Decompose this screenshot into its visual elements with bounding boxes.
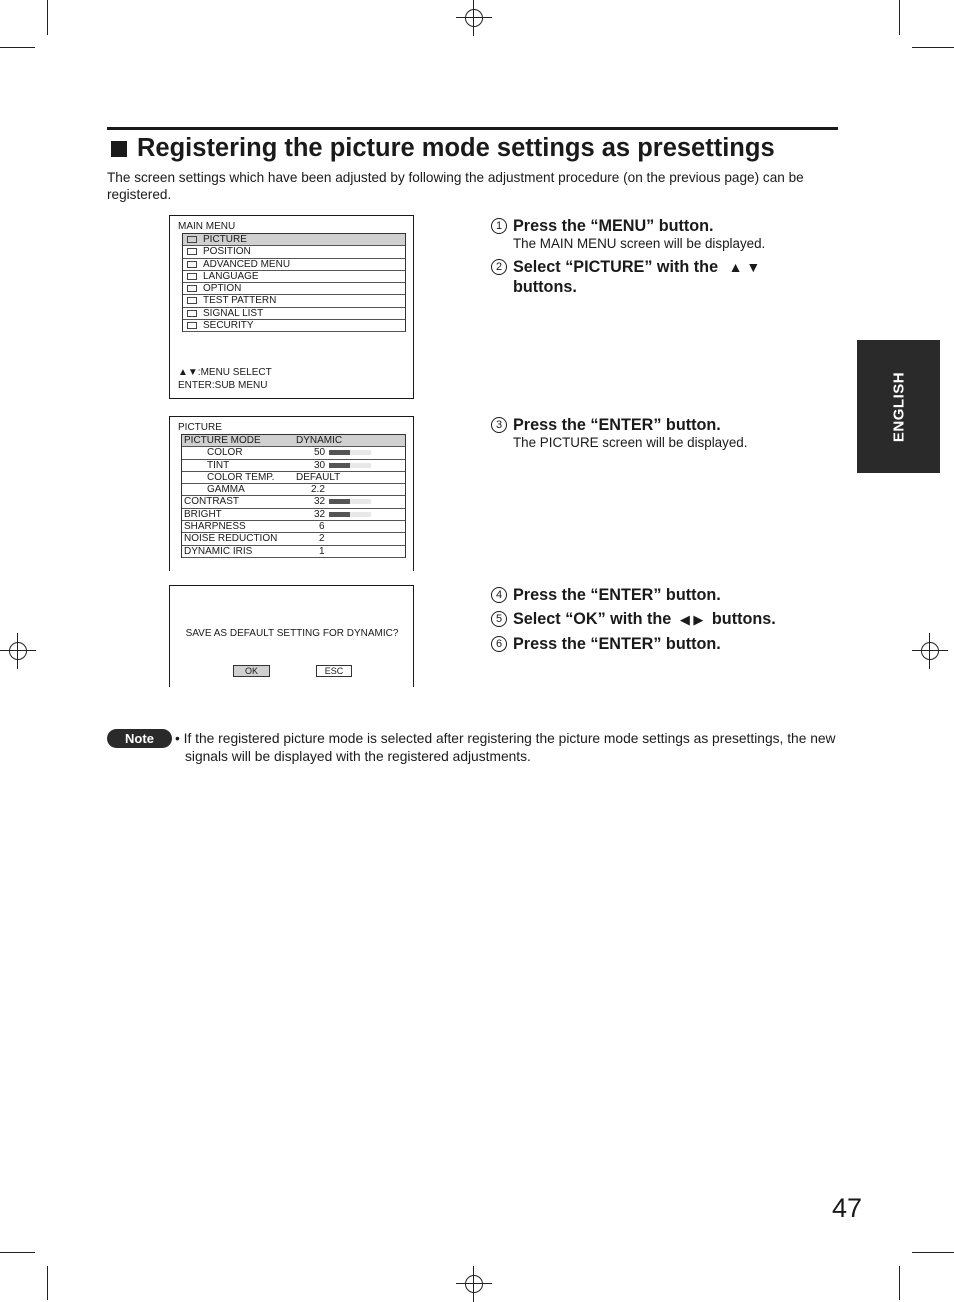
sharpness-row[interactable]: SHARPNESS 6 (182, 521, 405, 533)
registration-mark (912, 633, 948, 669)
main-menu-header: MAIN MENU (178, 221, 236, 232)
intro-paragraph: The screen settings which have been adjusted by following the adjustment procedure (on the previous page) can be registered. (107, 170, 804, 202)
step-5: 5 Select “OK” with the ◀ ▶ buttons. (491, 610, 776, 629)
step-number: 5 (491, 611, 507, 627)
note-badge: Note (107, 729, 172, 748)
main-menu-screen (169, 215, 414, 399)
step-2: 2 Select “PICTURE” with the ▲ ▼ (491, 258, 760, 277)
noise-reduction-row[interactable]: NOISE REDUCTION 2 (182, 533, 405, 545)
enter-submenu-hint: ENTER:SUB MENU (178, 380, 268, 391)
menu-item-language[interactable]: LANGUAGE (183, 271, 405, 283)
left-right-arrow-icons: ◀ ▶ (679, 612, 704, 627)
step-3: 3 Press the “ENTER” button. (491, 416, 721, 435)
language-icon (187, 273, 197, 280)
dialog-message: SAVE AS DEFAULT SETTING FOR DYNAMIC? (185, 628, 399, 639)
menu-item-option[interactable]: OPTION (183, 283, 405, 295)
save-default-dialog (169, 585, 414, 687)
esc-button[interactable]: ESC (316, 665, 352, 677)
tint-row[interactable]: TINT 30 (182, 460, 405, 472)
step-2-continued: buttons. (513, 278, 577, 296)
step-3-note: The PICTURE screen will be displayed. (513, 435, 748, 450)
section-title-text: Registering the picture mode settings as presettings (137, 134, 775, 162)
step-1-note: The MAIN MENU screen will be displayed. (513, 236, 766, 251)
menu-item-advanced-menu[interactable]: ADVANCED MENU (183, 259, 405, 271)
crop-mark (912, 47, 954, 48)
title-rule (107, 127, 838, 130)
color-temp-row[interactable]: COLOR TEMP. DEFAULT (182, 472, 405, 484)
picture-icon (187, 236, 197, 243)
step-number: 3 (491, 417, 507, 433)
gamma-row[interactable]: GAMMA 2.2 (182, 484, 405, 496)
language-side-tab (857, 340, 940, 473)
picture-mode-row[interactable]: PICTURE MODE DYNAMIC (182, 435, 405, 447)
dynamic-iris-row[interactable]: DYNAMIC IRIS 1 (182, 546, 405, 558)
tint-level-bar[interactable] (329, 463, 371, 468)
menu-item-signal-list[interactable]: SIGNAL LIST (183, 308, 405, 320)
section-title (111, 134, 775, 163)
crop-mark (0, 47, 35, 48)
picture-screen (169, 416, 414, 571)
option-icon (187, 285, 197, 292)
advanced-icon (187, 261, 197, 268)
picture-header: PICTURE (178, 422, 222, 433)
crop-mark (912, 1252, 954, 1253)
registration-mark (456, 1266, 492, 1302)
crop-mark (899, 0, 900, 35)
step-number: 1 (491, 218, 507, 234)
menu-item-position[interactable]: POSITION (183, 246, 405, 258)
menu-item-picture[interactable]: PICTURE (183, 234, 405, 246)
page-number: 47 (832, 1193, 863, 1223)
language-side-tab-label: ENGLISH (890, 371, 907, 442)
bright-row[interactable]: BRIGHT 32 (182, 509, 405, 521)
contrast-level-bar[interactable] (329, 499, 371, 504)
crop-mark (899, 1266, 900, 1300)
menu-item-security[interactable]: SECURITY (183, 320, 405, 332)
up-down-arrow-icons: ▲ ▼ (728, 259, 761, 275)
ok-button[interactable]: OK (233, 665, 270, 677)
position-icon (187, 248, 197, 255)
step-4: 4 Press the “ENTER” button. (491, 586, 721, 605)
step-1: 1 Press the “MENU” button. (491, 217, 714, 236)
main-menu-list (182, 233, 406, 332)
square-bullet-icon (111, 141, 127, 157)
color-level-bar[interactable] (329, 450, 371, 455)
step-number: 6 (491, 636, 507, 652)
signal-list-icon (187, 310, 197, 317)
step-number: 4 (491, 587, 507, 603)
step-number: 2 (491, 259, 507, 275)
registration-mark (0, 633, 36, 669)
color-row[interactable]: COLOR 50 (182, 447, 405, 459)
note-text: • If the registered picture mode is selected after registering the picture mode settings as presettings, the new signals will be displayed with the registered adjustments. (175, 731, 836, 764)
menu-item-test-pattern[interactable]: TEST PATTERN (183, 295, 405, 307)
picture-settings-list (181, 434, 406, 558)
crop-mark (47, 1266, 48, 1300)
registration-mark (456, 0, 492, 36)
security-icon (187, 322, 197, 329)
crop-mark (0, 1252, 35, 1253)
bright-level-bar[interactable] (329, 512, 371, 517)
test-pattern-icon (187, 297, 197, 304)
step-6: 6 Press the “ENTER” button. (491, 635, 721, 654)
contrast-row[interactable]: CONTRAST 32 (182, 496, 405, 508)
menu-select-hint: ▲▼:MENU SELECT (178, 367, 272, 378)
crop-mark (47, 0, 48, 35)
